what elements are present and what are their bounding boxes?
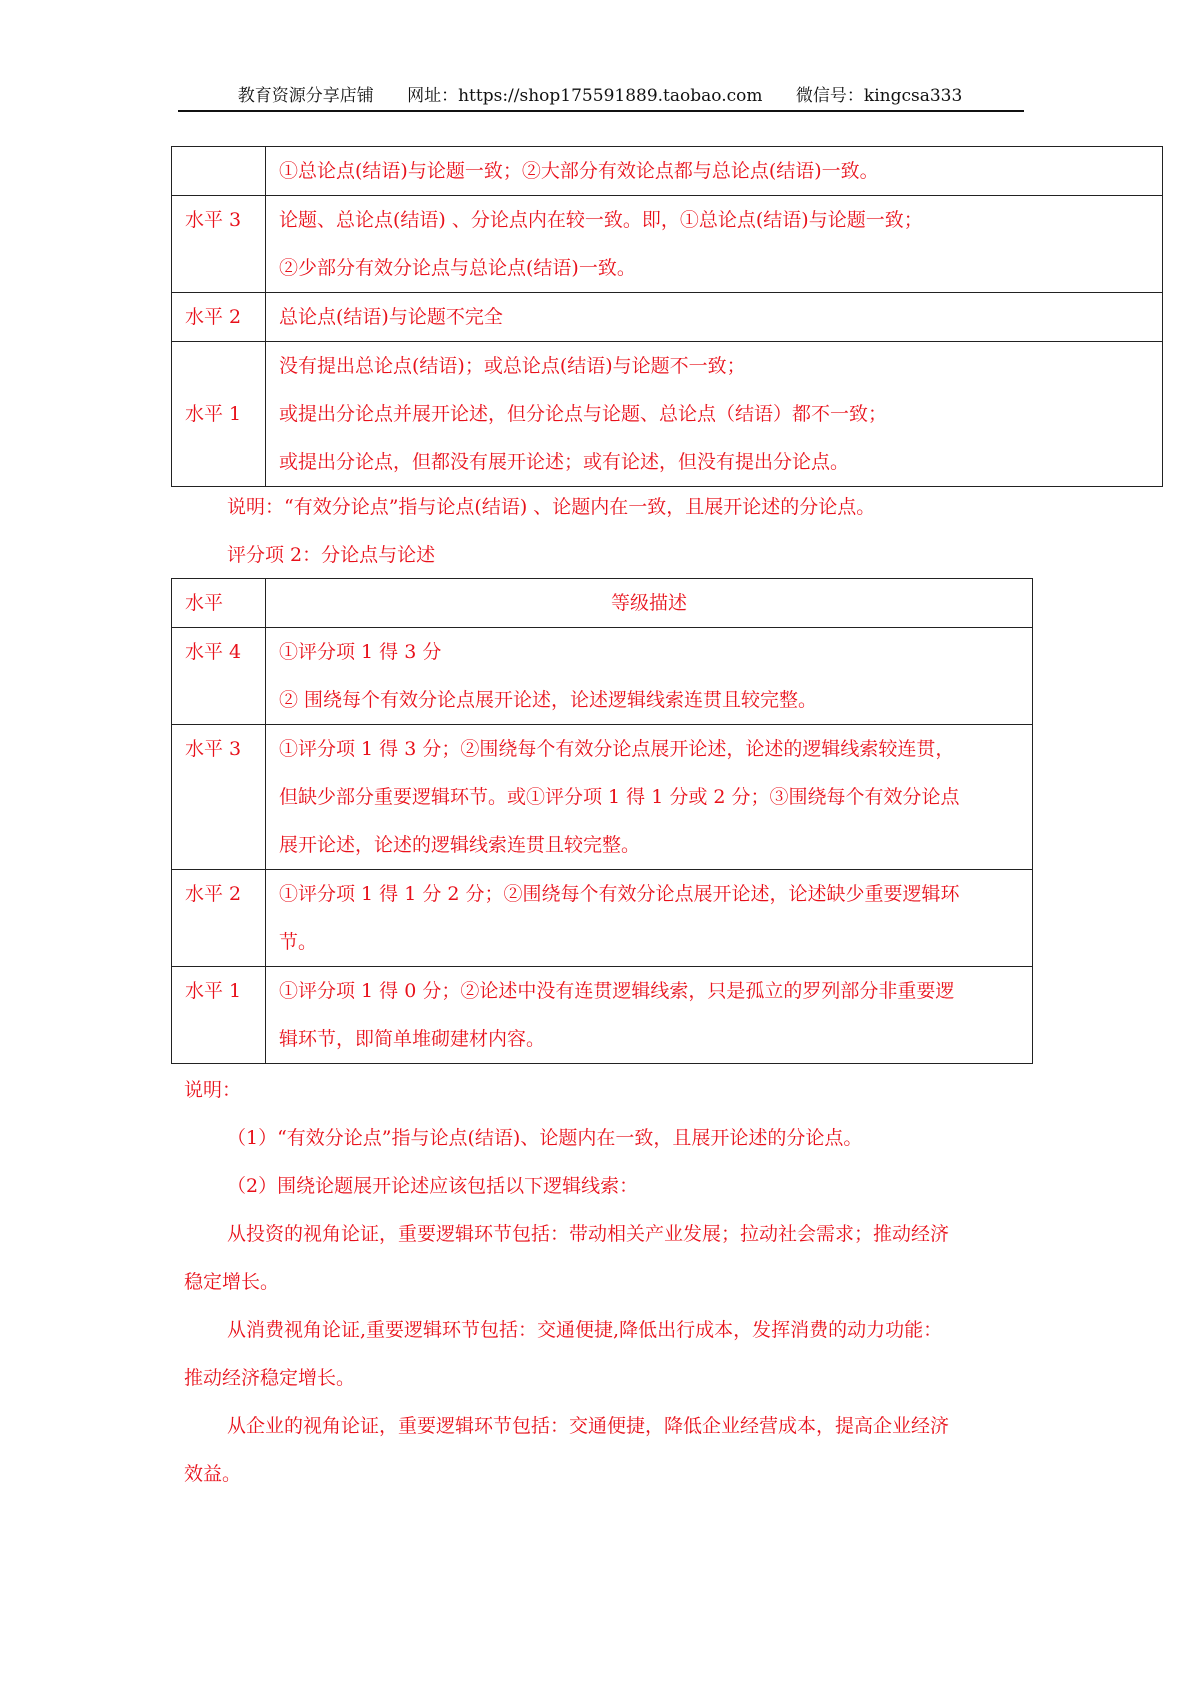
paragraph-investment-2: 稳定增长。 — [184, 1271, 280, 1293]
table-header-row — [172, 579, 1033, 628]
desc-line: 论题、总论点(结语) 、分论点内在较一致。即，①总论点(结语)与论题一致； — [279, 209, 923, 231]
table-row — [172, 967, 1033, 1064]
desc-header: 等级描述 — [266, 579, 1033, 628]
table-row — [172, 342, 1163, 487]
scoring-table-1 — [171, 146, 1163, 487]
table-row — [172, 870, 1033, 967]
level-cell: 水平 4 — [172, 628, 266, 725]
level-cell: 水平 1 — [172, 342, 266, 487]
note-2: （2）围绕论题展开论述应该包括以下逻辑线索： — [227, 1175, 639, 1197]
desc-cell — [266, 196, 1163, 293]
desc-cell — [266, 725, 1033, 870]
desc-line: ①总论点(结语)与论题一致；②大部分有效论点都与总论点(结语)一致。 — [279, 160, 879, 182]
desc-text: ①评分项 1 得 1 分 2 分；②围绕每个有效分论点展开论述，论述缺少重要逻辑环 节。 — [279, 883, 960, 953]
table-row — [172, 147, 1163, 196]
scoring-table-2 — [171, 578, 1033, 1064]
paragraph-enterprise-1: 从企业的视角论证，重要逻辑环节包括：交通便捷，降低企业经营成本，提高企业经济 — [227, 1415, 950, 1437]
desc-text: ①评分项 1 得 0 分；②论述中没有连贯逻辑线索，只是孤立的罗列部分非重要逻 辑环节，即简单堆砌建材内容。 — [279, 980, 955, 1050]
desc-line: 总论点(结语)与论题不完全 — [279, 306, 503, 328]
desc-cell — [266, 342, 1163, 487]
level-cell — [172, 147, 266, 196]
header-divider — [178, 110, 1024, 112]
desc-cell — [266, 147, 1163, 196]
desc-cell — [266, 293, 1163, 342]
paragraph-consumption-1: 从消费视角论证,重要逻辑环节包括：交通便捷,降低出行成本，发挥消费的动力功能： — [227, 1319, 943, 1341]
desc-line: 或提出分论点并展开论述，但分论点与论题、总论点（结语）都不一致； — [279, 403, 888, 425]
level-header: 水平 — [172, 579, 266, 628]
item2-title: 评分项 2：分论点与论述 — [227, 544, 436, 566]
level-cell: 水平 2 — [172, 293, 266, 342]
desc-cell — [266, 870, 1033, 967]
table-row — [172, 293, 1163, 342]
desc-cell — [266, 967, 1033, 1064]
shop-name: 教育资源分享店铺 — [237, 86, 374, 106]
notes-label: 说明： — [184, 1079, 242, 1101]
page-header — [180, 84, 1020, 108]
level-cell: 水平 2 — [172, 870, 266, 967]
table-row — [172, 196, 1163, 293]
shop-url: 网址：https://shop175591889.taobao.com — [407, 86, 763, 106]
desc-line: 或提出分论点，但都没有展开论述；或有论述，但没有提出分论点。 — [279, 451, 850, 473]
desc-text: ①评分项 1 得 3 分 ② 围绕每个有效分论点展开论述，论述逻辑线索连贯且较完整。 — [279, 641, 818, 711]
level-cell: 水平 1 — [172, 967, 266, 1064]
desc-line: 没有提出总论点(结语)；或总论点(结语)与论题不一致； — [279, 355, 746, 377]
desc-cell — [266, 628, 1033, 725]
table-row — [172, 725, 1033, 870]
table-row — [172, 628, 1033, 725]
paragraph-investment-1: 从投资的视角论证，重要逻辑环节包括：带动相关产业发展；拉动社会需求；推动经济 — [227, 1223, 950, 1245]
paragraph-consumption-2: 推动经济稳定增长。 — [184, 1367, 356, 1389]
paragraph-enterprise-2: 效益。 — [184, 1463, 242, 1485]
note-effective-point: 说明：“有效分论点”指与论点(结语) 、论题内在一致，且展开论述的分论点。 — [227, 496, 876, 518]
desc-text: ①评分项 1 得 3 分；②围绕每个有效分论点展开论述，论述的逻辑线索较连贯， 但缺少部分重要逻辑环节。或①评分项 1 得 1 分或 2 分；③围绕每个有效分论点 展开论述，论述的逻辑线索连贯且较完整。 — [279, 738, 960, 856]
wechat-id: 微信号：kingcsa333 — [795, 86, 963, 106]
note-1: （1）“有效分论点”指与论点(结语)、论题内在一致，且展开论述的分论点。 — [227, 1127, 863, 1149]
level-cell: 水平 3 — [172, 725, 266, 870]
desc-line: ②少部分有效分论点与总论点(结语)一致。 — [279, 257, 636, 279]
level-cell: 水平 3 — [172, 196, 266, 293]
